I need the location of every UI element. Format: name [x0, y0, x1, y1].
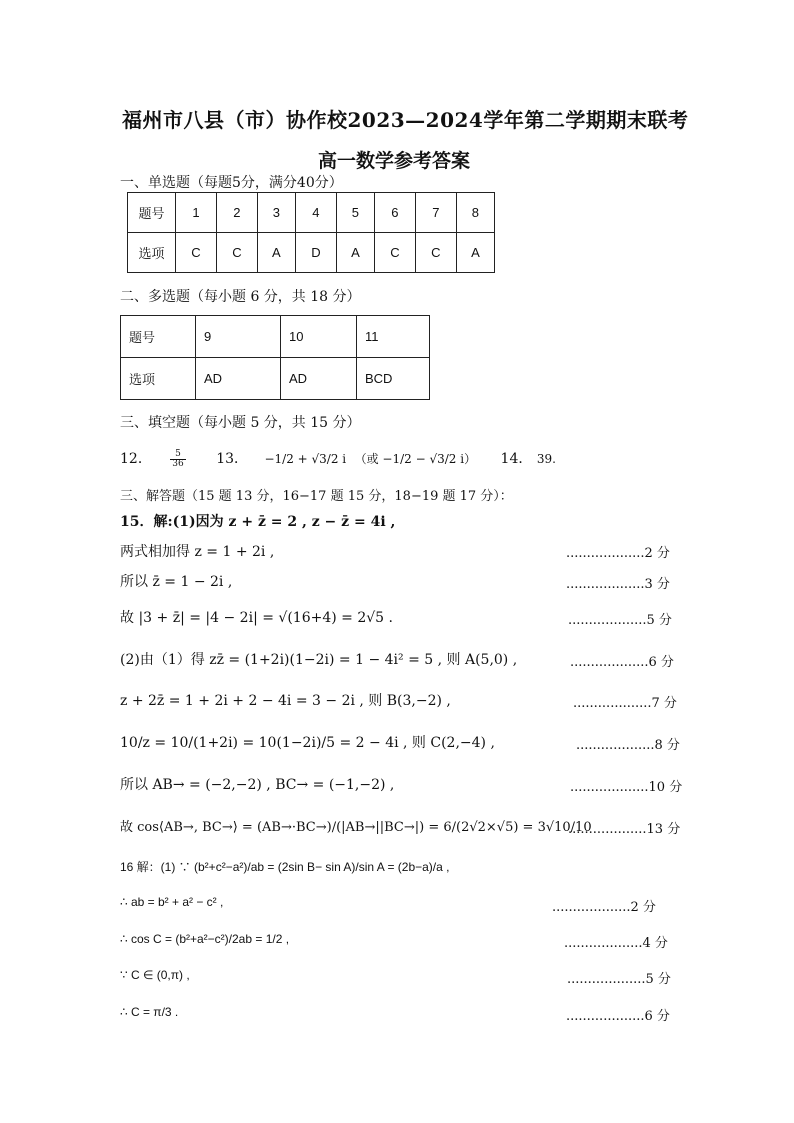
table1-ans: A	[456, 233, 494, 273]
table1-num: 7	[415, 193, 456, 233]
table1-ans: C	[415, 233, 456, 273]
q13-answer: −1/2 + √3/2 i	[264, 452, 347, 466]
table1-num: 8	[456, 193, 494, 233]
q16-line2: ∴ ab = b² + a² − c² ,	[120, 895, 224, 909]
table1-num-label: 题号	[128, 193, 176, 233]
q15-score7: ...................8 分	[576, 738, 680, 753]
section1-heading: 一、单选题（每题5分，满分40分）	[120, 175, 343, 191]
q16-score4: ...................5 分	[567, 972, 671, 987]
q15-line9: 故 cos⟨AB→, BC→⟩ = (AB→·BC→)/(|AB→||BC→|) = 6/(2√2×√5) = 3√10/10	[120, 820, 592, 835]
q15-score4: ...................5 分	[568, 613, 672, 628]
table2-num: 10	[281, 316, 357, 358]
table2-ans: BCD	[357, 358, 430, 400]
q15-score8: ...................10 分	[570, 780, 683, 795]
q15-line2: 两式相加得 z = 1 + 2i ,	[120, 544, 275, 560]
table1-ans: D	[295, 233, 336, 273]
q16-score2: ...................2 分	[552, 900, 656, 915]
multi-choice-table	[120, 315, 430, 400]
section4-heading: 三、解答题（15 题 13 分，16−17 题 15 分，18−19 题 17 分）：	[120, 489, 513, 504]
q15-line5: (2)由（1）得 zz̄ = (1+2i)(1−2i) = 1 − 4i² = 5 , 则 A(5,0) ,	[120, 652, 518, 668]
table1-ans: C	[176, 233, 217, 273]
table1-ans: C	[374, 233, 415, 273]
table2-ans: AD	[196, 358, 281, 400]
table1-num: 4	[295, 193, 336, 233]
q15-score6: ...................7 分	[573, 696, 677, 711]
q16-line4: ∵ C ∈ (0,π) ,	[120, 968, 190, 982]
q15-line4: 故 |3 + z̄| = |4 − 2i| = √(16+4) = 2√5 .	[120, 610, 393, 626]
table1-num: 2	[216, 193, 257, 233]
table1-ans: A	[257, 233, 295, 273]
q15-score3: ...................3 分	[566, 577, 670, 592]
q16-score5: ...................6 分	[566, 1009, 670, 1024]
table1-ans: A	[336, 233, 374, 273]
q16-line5: ∴ C = π/3 .	[120, 1005, 179, 1019]
table1-num: 5	[336, 193, 374, 233]
fill-blank-answers	[120, 448, 556, 469]
table2-num: 11	[357, 316, 430, 358]
q15-score9: ...................13 分	[568, 822, 681, 837]
q14-label: 14．	[500, 451, 533, 467]
q16-line3: ∴ cos C = (b²+a²−c²)/2ab = 1/2 ,	[120, 932, 290, 946]
q14-answer: 39.	[536, 452, 556, 466]
q15-line3: 所以 z̄ = 1 − 2i ,	[120, 574, 233, 590]
table2-num: 9	[196, 316, 281, 358]
table2-num-label: 题号	[121, 316, 196, 358]
table1-ans: C	[216, 233, 257, 273]
table1-ans-label: 选项	[128, 233, 176, 273]
table1-num: 3	[257, 193, 295, 233]
q16-score3: ...................4 分	[564, 936, 668, 951]
q15-score2: ...................2 分	[566, 546, 670, 561]
table1-num: 6	[374, 193, 415, 233]
q13-label: 13．	[216, 451, 249, 467]
q15-line6: z + 2z̄ = 1 + 2i + 2 − 4i = 3 − 2i , 则 B(3,−2) ,	[120, 693, 451, 709]
q15-line7: 10/z = 10/(1+2i) = 10(1−2i)/5 = 2 − 4i , 则 C(2,−4) ,	[120, 735, 495, 751]
q15-score5: ...................6 分	[570, 655, 674, 670]
table2-ans-label: 选项	[121, 358, 196, 400]
q13-alt-answer: （或 −1/2 − √3/2 i）	[354, 452, 477, 466]
q12-label: 12．	[120, 451, 152, 467]
section3-heading: 三、填空题（每小题 5 分，共 15 分）	[120, 415, 361, 431]
q15-line1: 15．解:(1)因为 z + z̄ = 2 , z − z̄ = 4i ,	[120, 514, 396, 530]
page-title: 福州市八县（市）协作校2023—2024学年第二学期期末联考	[122, 108, 689, 132]
q12-answer: $\frac{5}{36}$	[172, 448, 184, 469]
table2-ans: AD	[281, 358, 357, 400]
single-choice-table	[127, 192, 495, 273]
table1-num: 1	[176, 193, 217, 233]
q15-line8: 所以 AB→ = (−2,−2) , BC→ = (−1,−2) ,	[120, 777, 395, 793]
q16-line1: 16 解：(1) ∵ (b²+c²−a²)/ab = (2sin B− sin A)/sin A = (2b−a)/a ,	[120, 860, 450, 874]
section2-heading: 二、多选题（每小题 6 分，共 18 分）	[120, 289, 361, 305]
page-subtitle: 高一数学参考答案	[318, 150, 471, 172]
